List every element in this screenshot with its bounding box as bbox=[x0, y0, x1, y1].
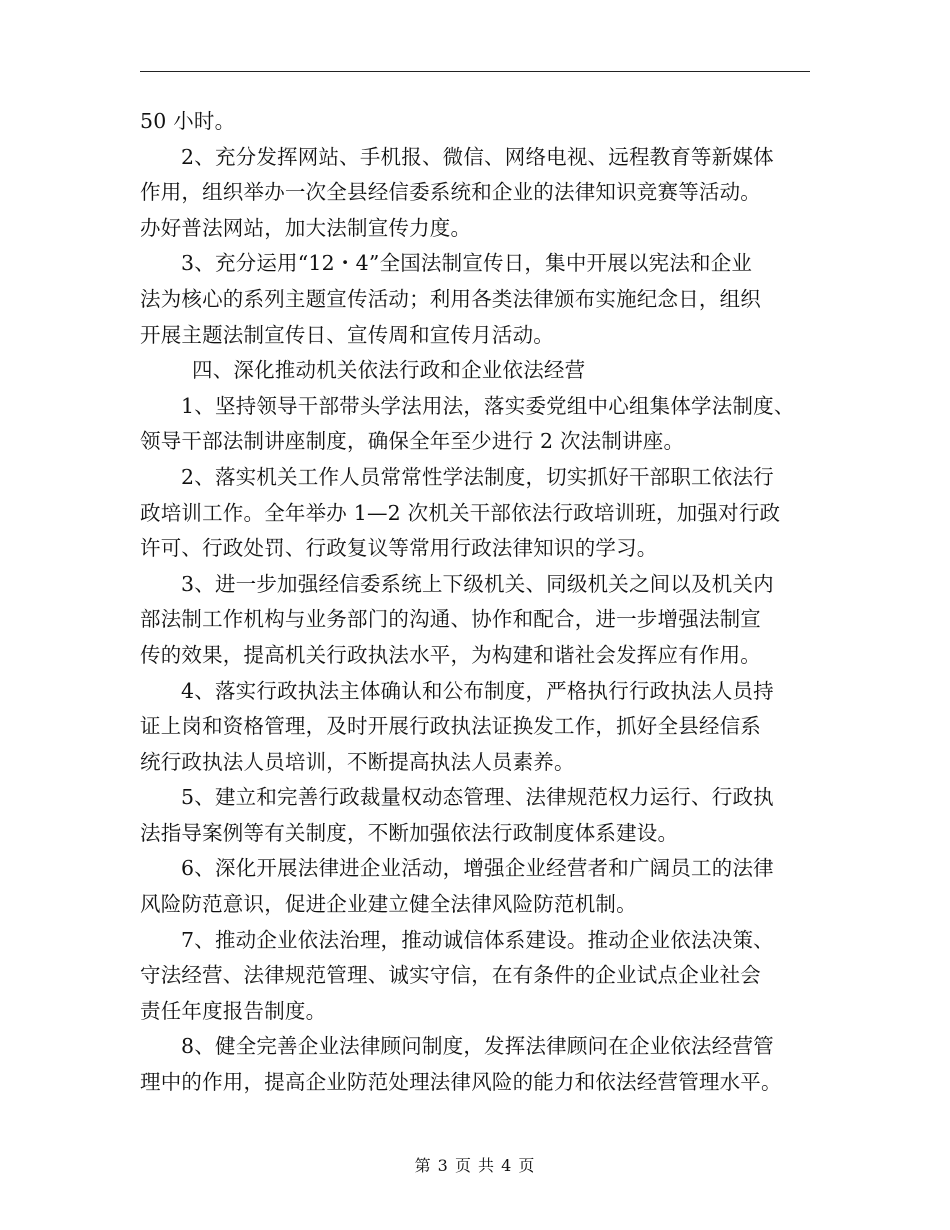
paragraph-line: 法为核心的系列主题宣传活动；利用各类法律颁布实施纪念日，组织 bbox=[140, 286, 761, 311]
paragraph-line: 2、充分发挥网站、手机报、微信、网络电视、远程教育等新媒体 bbox=[181, 144, 774, 169]
paragraph-line: 办好普法网站，加大法制宣传力度。 bbox=[140, 215, 472, 240]
section-heading: 四、深化推动机关依法行政和企业依法经营 bbox=[192, 358, 586, 383]
paragraph-line: 传的效果，提高机关行政执法水平，为构建和谐社会发挥应有作用。 bbox=[140, 642, 761, 667]
paragraph-line: 8、健全完善企业法律顾问制度，发挥法律顾问在企业依法经营管 bbox=[181, 1034, 774, 1059]
page-number-footer: 第 3 页 共 4 页 bbox=[414, 1156, 536, 1175]
paragraph-line: 守法经营、法律规范管理、诚实守信，在有条件的企业试点企业社会 bbox=[140, 963, 761, 988]
header-rule bbox=[140, 71, 810, 72]
body-text bbox=[140, 104, 816, 1101]
paragraph-line: 7、推动企业依法治理，推动诚信体系建设。推动企业依法决策、 bbox=[181, 927, 774, 952]
paragraph-line: 风险防范意识，促进企业建立健全法律风险防范机制。 bbox=[140, 892, 637, 917]
paragraph-line: 作用，组织举办一次全县经信委系统和企业的法律知识竞赛等活动。 bbox=[140, 180, 761, 205]
paragraph-line: 政培训工作。全年举办 1—2 次机关干部依法行政培训班，加强对行政 bbox=[140, 500, 781, 525]
paragraph-line: 开展主题法制宣传日、宣传周和宣传月活动。 bbox=[140, 322, 554, 347]
paragraph-line: 证上岗和资格管理，及时开展行政执法证换发工作，抓好全县经信系 bbox=[140, 714, 761, 739]
paragraph-line: 1、坚持领导干部带头学法用法，落实委党组中心组集体学法制度、 bbox=[181, 393, 795, 418]
paragraph-line: 6、深化开展法律进企业活动，增强企业经营者和广阔员工的法律 bbox=[181, 856, 774, 881]
paragraph-line: 法指导案例等有关制度，不断加强依法行政制度体系建设。 bbox=[140, 820, 679, 845]
paragraph-line: 2、落实机关工作人员常常性学法制度，切实抓好干部职工依法行 bbox=[181, 464, 774, 489]
paragraph-line: 部法制工作机构与业务部门的沟通、协作和配合，进一步增强法制宣 bbox=[140, 607, 761, 632]
paragraph-line: 理中的作用，提高企业防范处理法律风险的能力和依法经营管理水平。 bbox=[140, 1070, 782, 1095]
paragraph-line: 3、充分运用“12・4”全国法制宣传日，集中开展以宪法和企业 bbox=[181, 251, 753, 276]
paragraph-line: 许可、行政处罚、行政复议等常用行政法律知识的学习。 bbox=[140, 536, 658, 561]
paragraph-line: 统行政执法人员培训，不断提高执法人员素养。 bbox=[140, 749, 575, 774]
paragraph-line: 3、进一步加强经信委系统上下级机关、同级机关之间以及机关内 bbox=[181, 571, 774, 596]
paragraph-line: 5、建立和完善行政裁量权动态管理、法律规范权力运行、行政执 bbox=[181, 785, 774, 810]
paragraph-line: 责任年度报告制度。 bbox=[140, 998, 327, 1023]
paragraph-line: 领导干部法制讲座制度，确保全年至少进行 2 次法制讲座。 bbox=[140, 429, 685, 454]
paragraph-line: 50 小时。 bbox=[140, 109, 236, 133]
paragraph-line: 4、落实行政执法主体确认和公布制度，严格执行行政执法人员持 bbox=[181, 678, 774, 703]
